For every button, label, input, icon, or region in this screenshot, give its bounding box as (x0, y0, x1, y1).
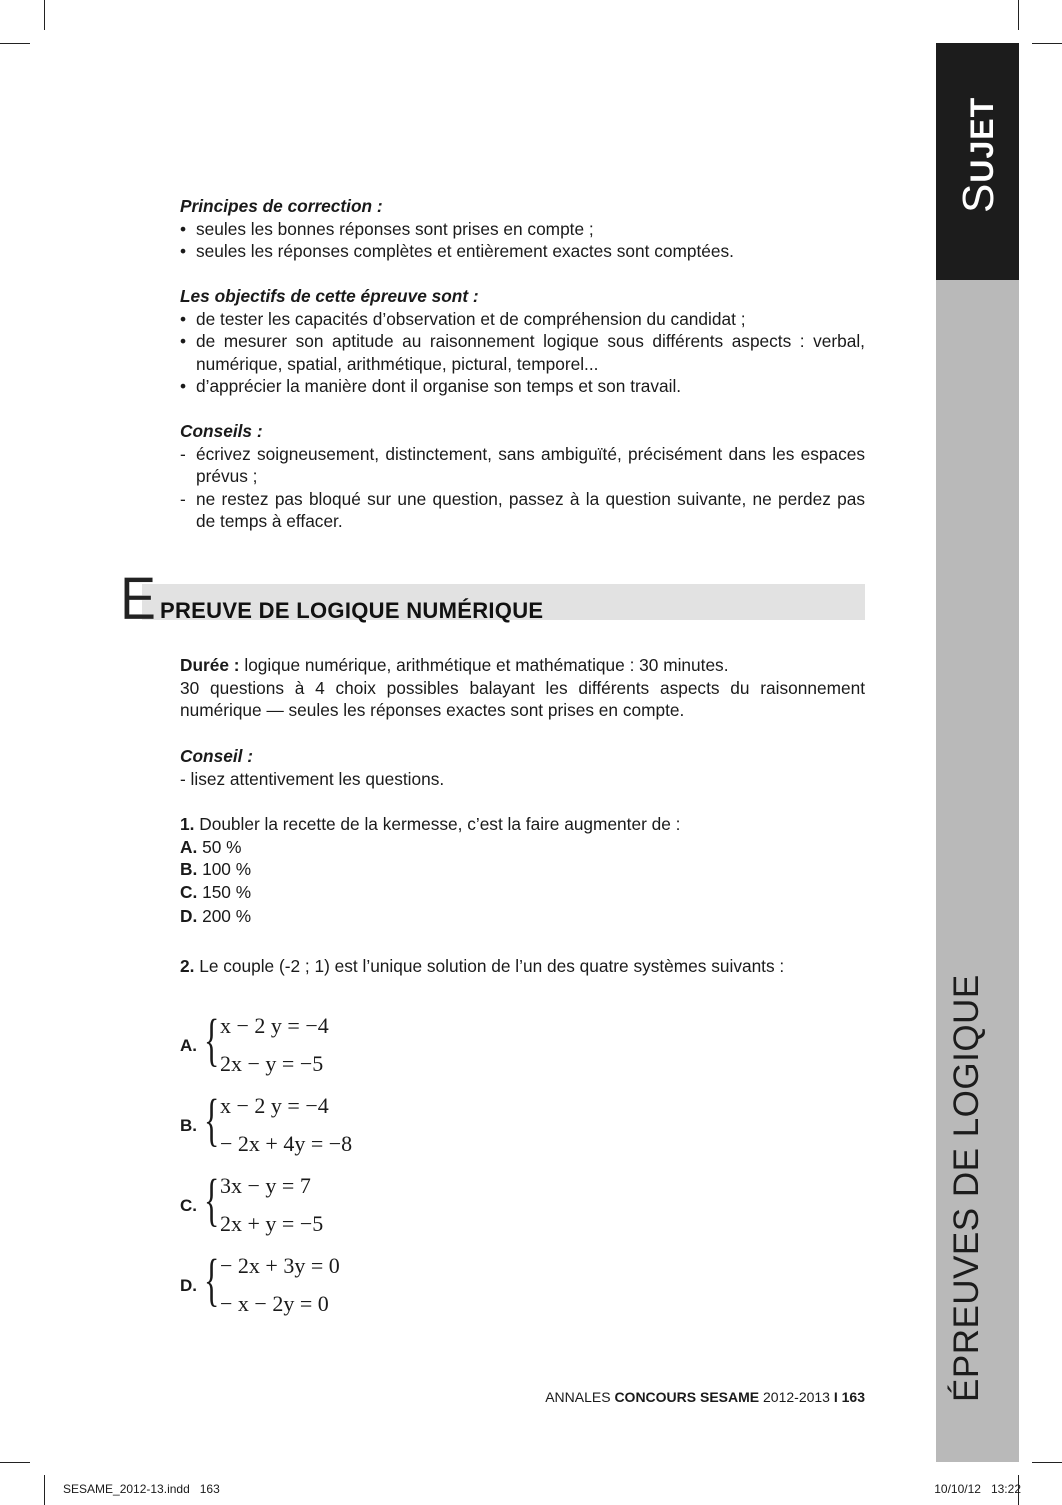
crop-mark (1032, 1462, 1062, 1463)
duree-description: 30 questions à 4 choix possibles balayant les différents aspects du raisonnement numérique — seules les réponses exactes sont prises en compte. (180, 677, 865, 721)
principes-heading: Principes de correction : (180, 196, 383, 216)
brace-icon: { (204, 1247, 220, 1312)
option-b: B. 100 % (180, 859, 252, 880)
option-d: D. 200 % (180, 906, 252, 927)
list-item: • d’apprécier la manière dont il organise son temps et son travail. (180, 376, 682, 397)
section-title: PREUVE DE LOGIQUE NUMÉRIQUE (160, 598, 544, 623)
crop-mark (0, 1462, 30, 1463)
brace-icon: { (204, 1007, 220, 1072)
list-item: • de tester les capacités d’observation et de compréhension du candidat ; (180, 308, 746, 329)
page-footer: ANNALES CONCOURS SESAME 2012-2013 I 163 (545, 1389, 865, 1405)
duree-label: Durée : (180, 655, 240, 675)
side-tab-sujet-label: SUJET (954, 96, 1003, 213)
option-c: C. 150 % (180, 881, 252, 902)
objectifs-block (180, 285, 865, 398)
brace-icon: { (204, 1087, 220, 1152)
crop-mark (44, 0, 45, 30)
page-number: 163 (837, 1389, 865, 1405)
duree-block: Durée : logique numérique, arithmétique et mathématique : 30 minutes. 30 questions à 4 choix possibles balayant les différents aspects du raisonnement numérique — seules les réponses exactes sont prises en compte. (180, 655, 865, 721)
crop-mark (44, 1475, 45, 1505)
slug-filename: SESAME_2012-13.indd 163 (63, 1482, 220, 1496)
list-item: • seules les bonnes réponses sont prises en compte ; (180, 218, 594, 239)
question-2: 2. Le couple (-2 ; 1) est l’unique solution de l’un des quatre systèmes suivants : (180, 956, 785, 976)
brace-icon: { (204, 1167, 220, 1232)
list-item: • seules les réponses complètes et entièrement exactes sont comptées. (180, 241, 734, 262)
side-tab-epreuves-label: ÉPREUVES DE LOGIQUE (947, 974, 986, 1402)
conseils-block (180, 420, 865, 533)
section-initial: E (120, 565, 157, 632)
principes-block (180, 195, 865, 263)
option-a: A. 50 % (180, 836, 242, 857)
list-item: - écrivez soigneusement, distinctement, sans ambiguïté, précisément dans les espaces prévus ; (180, 443, 865, 487)
objectifs-heading: Les objectifs de cette épreuve sont : (180, 286, 479, 306)
list-item: - ne restez pas bloqué sur une question, passez à la question suivante, ne perdez pas de temps à effacer. (180, 488, 865, 532)
slug-date: 10/10/12 13:22 (934, 1482, 1021, 1496)
conseil-text: - lisez attentivement les questions. (180, 768, 445, 789)
conseils-heading: Conseils : (180, 421, 263, 441)
list-item: • de mesurer son aptitude au raisonnement logique sous différents aspects : verbal, numérique, spatial, arithmétique, pictural, temporel... (180, 331, 865, 374)
crop-mark (1018, 0, 1019, 30)
conseil-block (180, 745, 865, 790)
question-1: 1. Doubler la recette de la kermesse, c’est la faire augmenter de : A. 50 % B. 100 % C. 150 % D. 200 % (180, 813, 865, 928)
conseil-heading: Conseil : (180, 746, 253, 766)
crop-mark (0, 43, 30, 44)
crop-mark (1032, 43, 1062, 44)
